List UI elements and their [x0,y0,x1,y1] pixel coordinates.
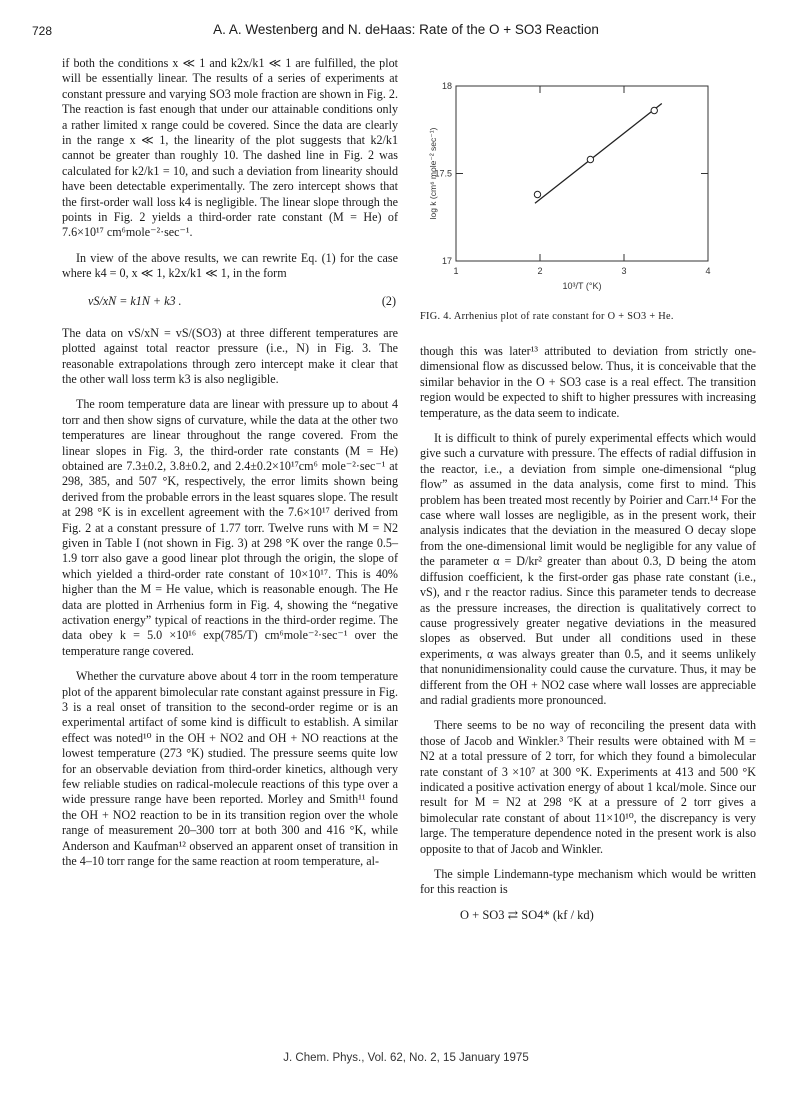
x-tick-label: 2 [537,266,543,276]
right-column [420,344,756,923]
arrhenius-chart [418,76,758,296]
x-tick-label: 4 [705,266,711,276]
y-axis-label: log k (cm⁶ mole⁻² sec⁻¹) [428,127,438,220]
paragraph: if both the conditions x ≪ 1 and k2x/k1 ≪ 1 are fulfilled, the plot will be essentially linear. The results of a series of experiments at constant pressure and varying SO3 mole fraction are shown in Fig. 2. The reaction is fast enough that under our attainable conditions only a rather limited x range could be covered. Since the data are clearly in the range x ≪ 1, the linearity of the plot suggests that k2/k1 cannot be greater than roughly 10. The dashed line in Fig. 2 was calculated for k2/k1 = 10, and such a deviation from linearity should have been detectable experimentally. The zero intercept shows that the first-order wall loss k4 is negligible. The linear slope through the points in Fig. 2 yields a third-order rate constant (M = He) of 7.6×10¹⁷ cm⁶mole⁻²·sec⁻¹. [62,56,398,240]
page-number: 728 [32,24,53,38]
figure-4 [418,76,758,296]
fit-line [535,104,662,204]
paragraph: The room temperature data are linear with pressure up to about 4 torr and then show signs of curvature, while the data at the other two temperatures are linear throughout the range covered. From the linear slopes in Fig. 3, the third-order rate constants (M = He) obtained are 7.3±0.2, 3.8±0.2, and 2.4±0.2×10¹⁷cm⁶ mole⁻²·sec⁻¹ at 298, 385, and 507 °K, respectively, the error limits shown being derived from the probable errors in the least squares slope. The result at 298 °K is in excellent agreement with the 7.6×10¹⁷ derived from Fig. 2 at a constant pressure of 1.77 torr. Twelve runs with M = N2 given in Table I (not shown in Fig. 3) at 298 °K over the range 0.5–1.9 torr also gave a good linear plot through the origin, the slope of which yielded a third-order rate constant of 10×10¹⁷. This is 40% higher than the M = He value, which is reasonable enough. The He data are plotted in Arrhenius form in Fig. 4, showing the “negative activation energy” typical of reactions in the third-order regime. The data obey k = 5.0 ×10¹⁶ exp(785/T) cm⁶mole⁻²·sec⁻¹ over the temperature range covered. [62,397,398,658]
x-axis-label: 10³/T (°K) [562,281,602,291]
x-tick-label: 1 [453,266,459,276]
paragraph: In view of the above results, we can rewrite Eq. (1) for the case where k4 = 0, x ≪ 1, k2x/k1 ≪ 1, in the form [62,250,398,281]
y-tick-label: 17 [441,256,452,266]
paragraph: It is difficult to think of purely experimental effects which would give such a curvature with pressure. The effects of radial diffusion in the reactor, i.e., a deviation from simple one-dimensional “plug flow” as assumed in the data analysis, come first to mind. This problem has been treated most recently by Poirier and Carr.¹⁴ For the case where wall losses are negligible, as in the present work, their analysis indicates that the deviation in the measured O decay slope from the one-dimensional limit would be negligible for any value of the parameter α = D/kr² greater than about 0.3, D being the atom diffusion coefficient, k the first-order gas phase rate constant (i.e., vS), and r the reactor radius. Since this parameter tends to decrease as the pressure increases, the direction is qualitatively correct to cause progressively greater negative deviations in the measured slopes as observed. But under all conditions used in these experiments, α was always greater than 0.5, and it seems unlikely that nonunidimensionality could cause the curvature. Thus, it may be different from the OH + NO2 case where wall losses are appreciable and radial gradients more pronounced. [420,431,756,707]
equation-2 [62,292,398,314]
x-tick-label: 3 [621,266,627,276]
paragraph: Whether the curvature above about 4 torr in the room temperature plot of the apparent bimolecular rate constant against pressure in Fig. 3 is a real onset of transition to the second-order regime or is an experimental artifact of some kind is difficult to establish. A similar effect was noted¹⁰ in the OH + NO2 and OH + NO reactions at the lowest temperature (273 °K) studied. The pressure seems quite low for an observable deviation from third-order kinetics, although very few reliable studies on radical-molecule reactions of this type over a wide pressure range have been reported. Morley and Smith¹¹ found the OH + NO2 reaction to be in its transition region over the whole range of measurement 20–300 torr at both 300 and 416 °K, while Anderson and Kaufman¹² observed an apparent onset of transition in the 4–10 torr range for the same reaction at room temperature, al- [62,669,398,869]
data-point [651,107,657,113]
paragraph: The simple Lindemann-type mechanism which would be written for this reaction is [420,867,756,897]
journal-footer: J. Chem. Phys., Vol. 62, No. 2, 15 January 1975 [283,1052,529,1064]
figure-caption: FIG. 4. Arrhenius plot of rate constant for O + SO3 + He. [420,311,674,322]
paragraph: though this was later¹³ attributed to deviation from strictly one-dimensional flow as discussed below. Thus, it is conceivable that the similar behavior in the O + SO3 case is a real effect. The transition region would be expected to shift to higher pressures with increasing temperature, as the data seem to indicate. [420,344,756,420]
equation-number: (2) [381,293,396,308]
data-point [587,156,593,162]
equation-text: vS/xN = k1N + k3 . [88,293,182,308]
plot-frame [456,86,708,261]
data-point [534,191,540,197]
running-title: A. A. Westenberg and N. deHaas: Rate of the O + SO3 Reaction [213,22,599,37]
page-header [32,20,780,44]
y-tick-label: 17.5 [434,168,452,179]
paragraph: There seems to be no way of reconciling the present data with those of Jacob and Winkler.³ Their results were obtained with M = N2 at a total pressure of 2 torr, for which they found a bimolecular rate constant of 3 ×10⁷ at 300 °K. Experiments at 413 and 500 °K indicated a positive activation energy of about 1 kcal/mole. Since our result for M = N2 at 298 °K at a pressure of 2 torr gives a bimolecular rate constant of about 11×10¹⁰, the discrepancy is very large. The temperature dependence noted in the present work is also opposite to that of Jacob and Winkler. [420,718,756,856]
lindemann-equation: O + SO3 ⇄ SO4* (kf / kd) [460,907,594,922]
paragraph: The data on vS/xN = vS/(SO3) at three different temperatures are plotted against total reactor pressure (i.e., N) in Fig. 3. The reasonable extrapolations through zero intercept make it clear that the other wall loss term k3 is also negligible. [62,325,398,386]
left-column [62,56,398,880]
y-tick-label: 18 [441,81,452,91]
